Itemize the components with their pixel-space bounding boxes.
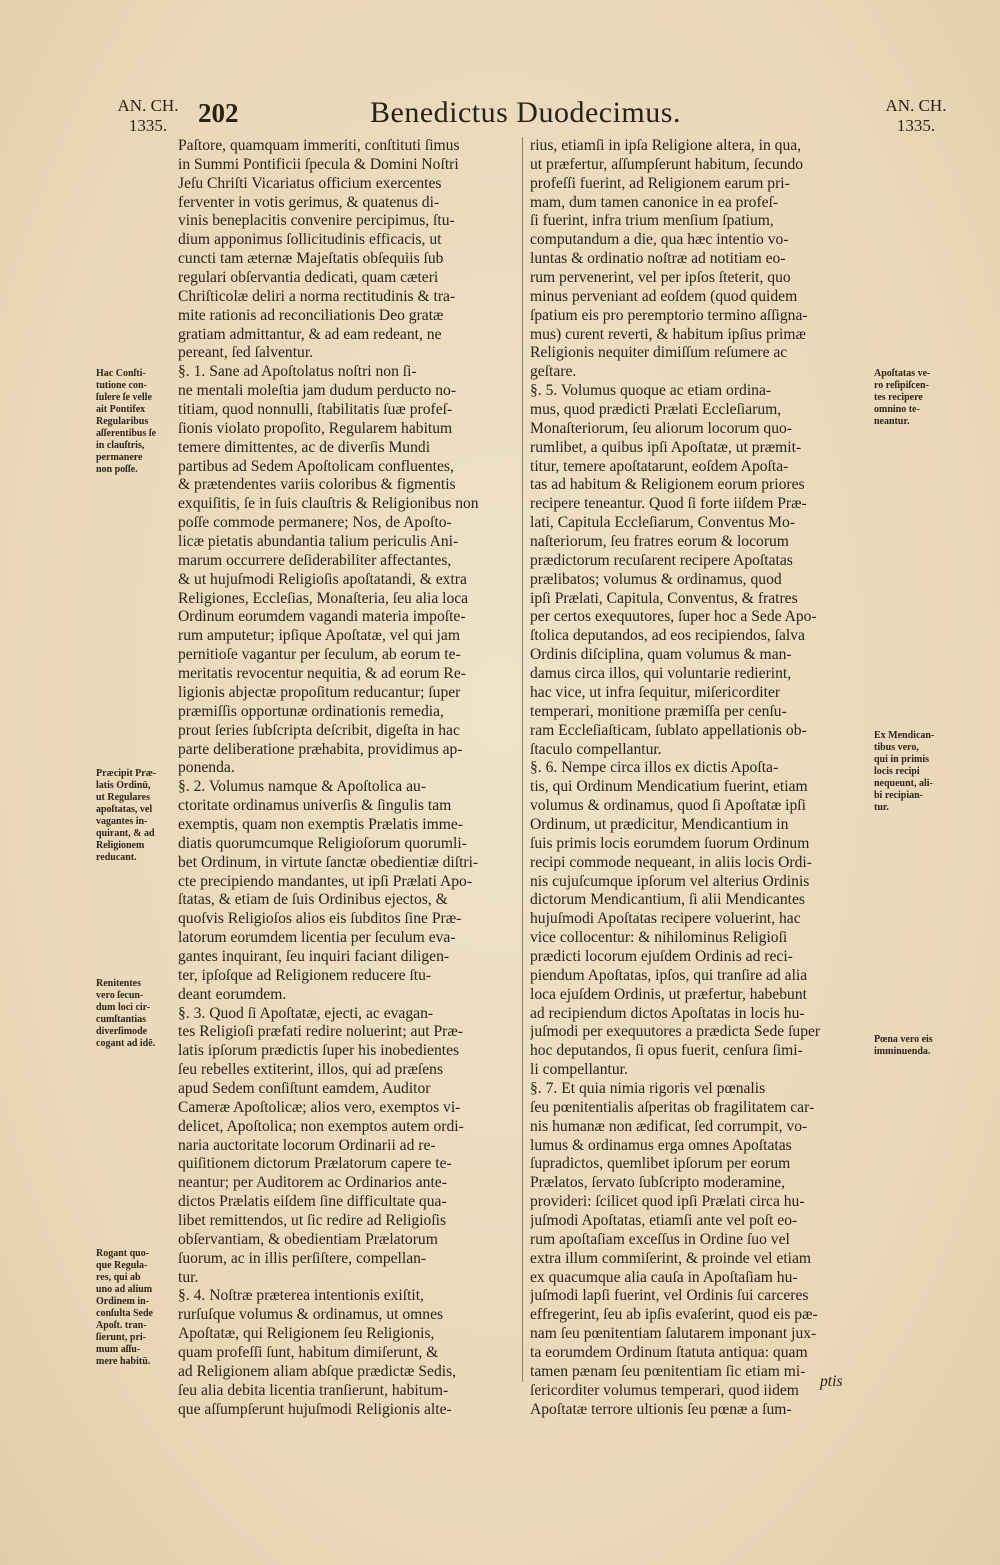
text-line: ta eorumdem Ordinum ſtatuta antiqua: quam: [530, 1344, 808, 1361]
text-line: tas ad habitum & Religionem eorum priores: [530, 476, 805, 494]
text-line: tamen pænam ſeu pœnitentiam ſic etiam mi-: [530, 1362, 806, 1380]
text-line: quiſitionem dictorum Prælatorum capere te-: [178, 1155, 452, 1173]
margin-note-line: locis recipi: [874, 766, 920, 777]
text-line: ſionis violato propoſito, Regularem habitum: [178, 419, 453, 437]
margin-note-line: imminuenda.: [874, 1046, 931, 1057]
text-line: temere dimittentes, ac de diverſis Mundi: [178, 438, 431, 456]
margin-note-line: aſſerentibus ſe: [96, 428, 157, 439]
text-line: dictorum Mendicantium, ſi alii Mendicantes: [530, 891, 805, 909]
text-line: nis cujuſcumque ipſorum vel alterius Ordinis: [530, 872, 810, 890]
text-line: profeſſi fuerint, ad Religionem earum pri-: [530, 174, 790, 192]
text-line: nam ſeu pœnitentiam ſalutarem imponant jux-: [530, 1325, 817, 1343]
margin-note-line: tur.: [874, 802, 889, 813]
text-line: vinis beneplacitis convenire percipimus, ſtu-: [178, 212, 455, 230]
text-line: diatis quorumcumque Religioſorum quorumli-: [178, 834, 467, 852]
margin-note-line: tutione con-: [96, 380, 147, 391]
text-line: ctoritate ordinamus univerſis & ſingulis tam: [178, 797, 452, 815]
text-line: loca ejuſdem Ordinis, ut præfertur, habebunt: [530, 985, 807, 1003]
text-line: §. 7. Et quia nimia rigoris vel pœnalis: [530, 1079, 766, 1097]
margin-note-left-4: [96, 1248, 174, 1368]
text-line: quam profeſſi ſunt, habitum dimiſerunt, &: [178, 1344, 439, 1361]
text-line: ram Eccleſiaſticam, ſublato appellationis ob-: [530, 721, 807, 739]
text-line: ligionis abjectæ propoſitum reducantur; ſuper: [178, 683, 461, 701]
text-line: libet remittendos, ut ſic redire ad Religioſis: [178, 1211, 447, 1229]
text-line: piendum Apoſtatas, ipſos, qui tranſire ad alia: [530, 966, 808, 984]
text-line: tur.: [178, 1268, 199, 1286]
catchword: ptis: [820, 1373, 843, 1390]
text-line: juſmodi lapſi fuerint, vel Ordinis ſui carceres: [530, 1287, 809, 1305]
text-line: naſteriorum, ſeu fratres eorum & locorum: [530, 533, 789, 551]
text-line: ſuis primis locis eorumdem ſuorum Ordinum: [530, 834, 810, 852]
margin-note-line: Apoſt. tran-: [96, 1320, 147, 1331]
margin-note-left-2: [96, 768, 174, 864]
text-line: ſeu pœnitentialis aſperitas ob fragilitatem car-: [530, 1098, 815, 1116]
text-line: li compellantur.: [530, 1061, 628, 1079]
margin-note-line: Pœna vero eis: [874, 1034, 933, 1045]
margin-note-line: Religionem: [96, 840, 145, 851]
header-right-year-block: [876, 96, 956, 136]
margin-note-line: cogant ad idē.: [96, 1038, 156, 1049]
text-line: minus perveniant ad eoſdem (quod quidem: [530, 287, 798, 305]
text-line: latorum eorumdem licentia per ſeculum eva-: [178, 929, 456, 947]
margin-note-line: ſulere ſe velle: [96, 392, 152, 403]
text-line: Jeſu Chriſti Vicariatus officium exercentes: [178, 174, 442, 192]
text-line: naria auctoritate locorum Ordinarii ad re-: [178, 1136, 436, 1154]
text-line: dium apponimus ſollicitudinis efficacis, ut: [178, 231, 442, 249]
text-line: poſſe commode permanere; Nos, de Apoſto-: [178, 514, 452, 532]
margin-note-line: reducant.: [96, 852, 137, 863]
margin-note-line: quirant, & ad: [96, 828, 155, 839]
header-left-year: 1335.: [128, 116, 168, 135]
text-line: Monaſteriorum, ſeu aliorum locorum quo-: [530, 419, 793, 437]
text-line: pereant, ſed ſalventur.: [178, 344, 314, 362]
text-line: delicet, Apoſtolica; non exemptos autem ordi-: [178, 1117, 464, 1135]
text-line: ut præfertur, aſſumpſerunt habitum, ſecundo: [530, 155, 804, 173]
text-line: bet Ordinum, in virtute ſanctæ obedientiæ diſtri-: [178, 853, 479, 871]
text-line: computandum a die, qua hæc intentio vo-: [530, 231, 789, 249]
text-line: gratiam admittantur, & ad eam redeant, ne: [178, 325, 442, 343]
text-line: & ut hujuſmodi Religioſis apoſtatandi, & extra: [178, 570, 467, 588]
text-line: Religionis nequiter dimiſſum reſumere ac: [530, 344, 788, 362]
text-line: damus circa illos, qui voluntarie redierint,: [530, 665, 792, 683]
margin-note-line: omnino te-: [874, 404, 920, 415]
margin-note-line: in clauſtris,: [96, 440, 145, 451]
text-line: Apoſtatæ, qui Religionem ſeu Religionis,: [178, 1325, 435, 1343]
text-line: obſervantiam, & obedientiam Prælatorum: [178, 1230, 438, 1248]
text-line: volumus & ordinamus, quod ſi Apoſtatæ ipſi: [530, 797, 806, 815]
margin-note-line: conſulta Sede: [96, 1308, 153, 1319]
text-line: ipſi Prælati, Capitula, Conventus, & fratres: [530, 589, 798, 607]
text-line: Paſtore, quamquam immeriti, conſtituti ſimus: [178, 137, 460, 154]
text-line: latis ipſorum prædictis ſuper his inobedientes: [178, 1042, 460, 1060]
margin-note-left-1: [96, 368, 174, 476]
margin-note-right-2: [874, 730, 974, 814]
text-line: marum occurrere deſiderabiliter affectantes,: [178, 551, 452, 569]
text-line: Chriſticolæ deliri a norma rectitudinis & tra-: [178, 287, 456, 305]
text-line: prædicti locorum ejuſdem Ordinis ad reci-: [530, 947, 793, 965]
text-line: partibus ad Sedem Apoſtolicam confluentes,: [178, 457, 454, 475]
margin-note-line: uno ad alium: [96, 1284, 153, 1295]
text-line: nis humanæ non ædificat, ſed corrumpit, vo-: [530, 1117, 808, 1135]
text-line: præmiſſis opportunæ ordinationis remedia,: [178, 702, 444, 720]
text-line: ſtaculo compellantur.: [530, 740, 662, 758]
text-line: provideri: ſcilicet quod ipſi Prælati circa hu-: [530, 1193, 805, 1211]
margin-note-right-3: [874, 1034, 974, 1058]
margin-note-line: Apoſtatas ve-: [874, 368, 931, 379]
text-line: meritatis revocentur nequitia, & ad eorum Re-: [178, 665, 466, 683]
text-line: recipi commode nequeant, in aliis locis Ordi-: [530, 853, 812, 871]
text-line: §. 5. Volumus quoque ac etiam ordina-: [530, 382, 772, 400]
text-line: rum pervenerint, vel per ipſos ſteterit, quo: [530, 269, 791, 287]
margin-note-line: non poſſe.: [96, 464, 138, 475]
text-line: tes Religioſi præfati redire noluerint; aut Præ-: [178, 1023, 463, 1041]
text-line: cuncti tam æternæ Majeſtatis obſequiis ſub: [178, 250, 444, 268]
text-line: juſmodi per exequutores a prædicta Sede ſuper: [530, 1023, 821, 1041]
text-line: Ordinum, ut prædicitur, Mendicantium in: [530, 815, 789, 833]
margin-note-line: vero ſecun-: [96, 990, 144, 1001]
text-line: effregerint, ſeu ab ipſis evaſerint, quod eis pæ-: [530, 1306, 818, 1324]
margin-note-line: mere habitū.: [96, 1356, 151, 1367]
text-line: mus, quod prædicti Prælati Eccleſiarum,: [530, 401, 782, 419]
text-line: pernitioſe vagantur per ſeculum, ab eorum te-: [178, 646, 461, 664]
text-line: prælibatos; volumus & ordinamus, quod: [530, 570, 782, 588]
text-line: licæ pietatis abundantia talium periculis Ani-: [178, 533, 459, 551]
text-line: ne mentali moleſtia jam dudum perducto no-: [178, 382, 457, 400]
margin-note-line: tibus vero,: [874, 742, 919, 753]
margin-note-line: Hac Conſti-: [96, 368, 146, 379]
text-line: hoc deputandos, ſi opus fuerit, cenſura ſimi-: [530, 1042, 803, 1060]
text-line: titur, temere apoſtatarunt, eoſdem Apoſta-: [530, 457, 789, 475]
text-line: apud Sedem conſiſtunt eamdem, Auditor: [178, 1079, 431, 1097]
text-line: cte precipiendo mandantes, ut ipſi Prælati Apo-: [178, 872, 473, 890]
text-line: hujuſmodi Apoſtatas recipere voluerint, hac: [530, 910, 801, 928]
text-line: exemptis, quam non exemptis Prælatis imme-: [178, 815, 463, 833]
margin-note-line: neantur.: [874, 416, 910, 427]
text-line: temperari, monitione præmiſſa per cenſu-: [530, 702, 787, 720]
text-line: ponenda.: [178, 759, 235, 777]
text-line: hac vice, ut infra ſequitur, miſericorditer: [530, 683, 781, 701]
text-line: ſericorditer volumus temperari, quod iidem: [530, 1381, 799, 1399]
header-left-label: AN. CH.: [117, 96, 179, 115]
text-line: prædictorum recuſarent recipere Apoſtatas: [530, 551, 793, 569]
margin-note-line: res, qui ab: [96, 1272, 141, 1283]
text-line: rumlibet, a quibus ipſi Apoſtatæ, ut præmit-: [530, 438, 802, 456]
text-line: ad Religionem aliam abſque prædictæ Sedis,: [178, 1362, 457, 1380]
margin-note-line: cumſtantias: [96, 1014, 146, 1025]
text-line: mite rationis ad reconciliationis Deo gratæ: [178, 306, 444, 324]
text-line: ſi fuerint, infra trium menſium ſpatium,: [530, 212, 774, 230]
text-line: Religiones, Eccleſias, Monaſteria, ſeu alia loca: [178, 589, 469, 607]
margin-note-line: vagantes in-: [96, 816, 148, 827]
margin-note-line: Renitentes: [96, 978, 141, 989]
text-line: Prælatos, ſervato ſubſcripto moderamine,: [530, 1174, 786, 1192]
text-line: & prætendentes variis coloribus & figmentis: [178, 476, 456, 494]
text-line: extra illum commiſerint, & proinde vel etiam: [530, 1249, 812, 1267]
text-line: ſeu rebelles extiterint, illos, qui ad præſens: [178, 1061, 444, 1079]
text-line: ſupradictos, quemlibet ipſorum per eorum: [530, 1155, 791, 1173]
text-line: titiam, quod nonnulli, ſtabilitatis ſuæ profeſ-: [178, 401, 453, 419]
text-line: vice collocentur: & nihilominus Religioſi: [530, 929, 788, 947]
text-line: §. 4. Noſtræ præterea intentionis exiſtit,: [178, 1287, 424, 1305]
column-divider: [522, 137, 523, 1382]
text-line: rum amputetur; ipſique Apoſtatæ, vel qui jam: [178, 627, 460, 645]
margin-note-line: dum loci cir-: [96, 1002, 151, 1013]
text-line: luntas & ordinatio noſtræ ad notitiam eo-: [530, 250, 786, 268]
right-text-column: [530, 137, 870, 1419]
text-line: ſuorum, ac in illis perſiſtere, compellan-: [178, 1249, 427, 1267]
text-line: ſeu alia debita licentia tranſierunt, habitum-: [178, 1381, 449, 1399]
text-line: mus) curent reverti, & habitum ipſius primæ: [530, 325, 806, 343]
text-line: dictos Prælatis eiſdem ſine difficultate qua-: [178, 1193, 447, 1211]
margin-note-line: ait Pontifex: [96, 404, 146, 415]
running-title: Benedictus Duodecimus.: [370, 96, 681, 129]
text-line: ſpatium eis pro peremptorio termino aſſigna-: [530, 306, 808, 324]
margin-note-line: bi recipian-: [874, 790, 923, 801]
text-line: prout ſeries ſubſcripta deſcribit, digeſta in hac: [178, 721, 460, 739]
header-right-year: 1335.: [896, 116, 936, 135]
text-line: exquiſitis, ſe in ſuis clauſtris & Religionibus non: [178, 495, 479, 513]
margin-note-line: Ex Mendican-: [874, 730, 935, 741]
margin-note-line: Ordinem in-: [96, 1296, 150, 1307]
text-line: ex quacumque alia cauſa in Apoſtaſiam hu-: [530, 1268, 798, 1286]
margin-note-line: nequeunt, ali-: [874, 778, 933, 789]
margin-note-line: ut Regulares: [96, 792, 150, 803]
text-line: mam, dum tamen canonice in ea profeſ-: [530, 193, 779, 211]
header-left-year-block: [108, 96, 188, 136]
header-right-label: AN. CH.: [885, 96, 947, 115]
text-line: gantes inquirant, ſeu inquiri faciant diligen-: [178, 947, 450, 965]
page-number: 202: [198, 98, 239, 128]
text-line: juſmodi Apoſtatas, etiamſi ante vel poſt eo-: [530, 1211, 798, 1229]
text-line: recipere teneantur. Quod ſi forte iiſdem Præ-: [530, 495, 807, 513]
text-line: neantur; per Auditorem ac Ordinarios ante-: [178, 1174, 447, 1192]
margin-note-line: qui in primis: [874, 754, 930, 765]
margin-note-line: tes recipere: [874, 392, 923, 403]
margin-note-line: mum aſſu-: [96, 1344, 141, 1355]
text-line: parte deliberatione præhabita, providimus ap-: [178, 740, 463, 758]
text-line: Ordinum eorumdem vagandi materia impoſte-: [178, 608, 466, 626]
margin-note-line: Præcipit Præ-: [96, 768, 157, 779]
margin-note-line: ro reſipiſcen-: [874, 380, 929, 391]
margin-note-line: Rogant quo-: [96, 1248, 150, 1259]
left-text-column: [178, 137, 518, 1419]
text-line: ter, ipſoſque ad Religionem reducere ſtu-: [178, 966, 432, 984]
text-line: rurſuſque volumus & ordinamus, ut omnes: [178, 1306, 444, 1324]
text-line: Ordinis diſciplina, quam volumus & man-: [530, 646, 792, 664]
text-line: que aſſumpſerunt hujuſmodi Religionis alte-: [178, 1400, 452, 1418]
text-line: ad recipiendum dictos Apoſtatas in locis hu-: [530, 1004, 805, 1022]
text-line: lati, Capitula Eccleſiarum, Conventus Mo-: [530, 514, 796, 532]
text-line: §. 3. Quod ſi Apoſtatæ, ejecti, ac evagan-: [178, 1004, 434, 1022]
text-line: rius, etiamſi in ipſa Religione altera, in qua,: [530, 137, 802, 154]
margin-note-line: Regularibus: [96, 416, 149, 427]
text-line: lumus & ordinamus erga omnes Apoſtatas: [530, 1136, 792, 1154]
text-line: ſtolica deputandos, ad eos recipiendos, ſalva: [530, 627, 805, 645]
text-line: §. 2. Volumus namque & Apoſtolica au-: [178, 778, 427, 796]
margin-note-right-1: [874, 368, 974, 428]
text-line: Apoſtatæ terrore ultionis ſeu pœnæ a ſum-: [530, 1400, 792, 1418]
text-line: tis, qui Ordinum Mendicatium fuerint, etiam: [530, 778, 808, 796]
text-line: in Summi Pontificii ſpecula & Domini Noſtri: [178, 155, 459, 173]
text-line: ferventer in votis gerimus, & quatenus di-: [178, 193, 440, 211]
text-line: regulari obſervantia dedicati, quam cæteri: [178, 269, 439, 287]
text-line: per certos exequutores, ſuper hoc a Sede Apo-: [530, 608, 817, 626]
text-line: quoſvis Religioſos alios eis ſubditos ſine Præ-: [178, 910, 462, 928]
margin-note-line: permanere: [96, 452, 143, 463]
margin-note-line: apoſtatas, vel: [96, 804, 153, 815]
text-line: ſtatas, & etiam de ſuis Ordinibus ejectos, &: [178, 891, 448, 909]
margin-note-line: que Regula-: [96, 1260, 148, 1271]
margin-note-line: ſierunt, pri-: [96, 1332, 146, 1343]
margin-note-line: diverſimode: [96, 1026, 148, 1037]
text-line: §. 6. Nempe circa illos ex dictis Apoſta-: [530, 759, 779, 777]
text-line: geſtare.: [530, 363, 577, 381]
margin-note-left-3: [96, 978, 174, 1050]
text-line: deant eorumdem.: [178, 985, 287, 1003]
text-line: Cameræ Apoſtolicæ; alios vero, exemptos vi-: [178, 1098, 461, 1116]
text-line: §. 1. Sane ad Apoſtolatus noſtri non ſi-: [178, 363, 417, 381]
margin-note-line: latis Ordinū,: [96, 780, 151, 791]
text-line: rum apoſtaſiam exceſſus in Ordine ſuo vel: [530, 1230, 790, 1248]
